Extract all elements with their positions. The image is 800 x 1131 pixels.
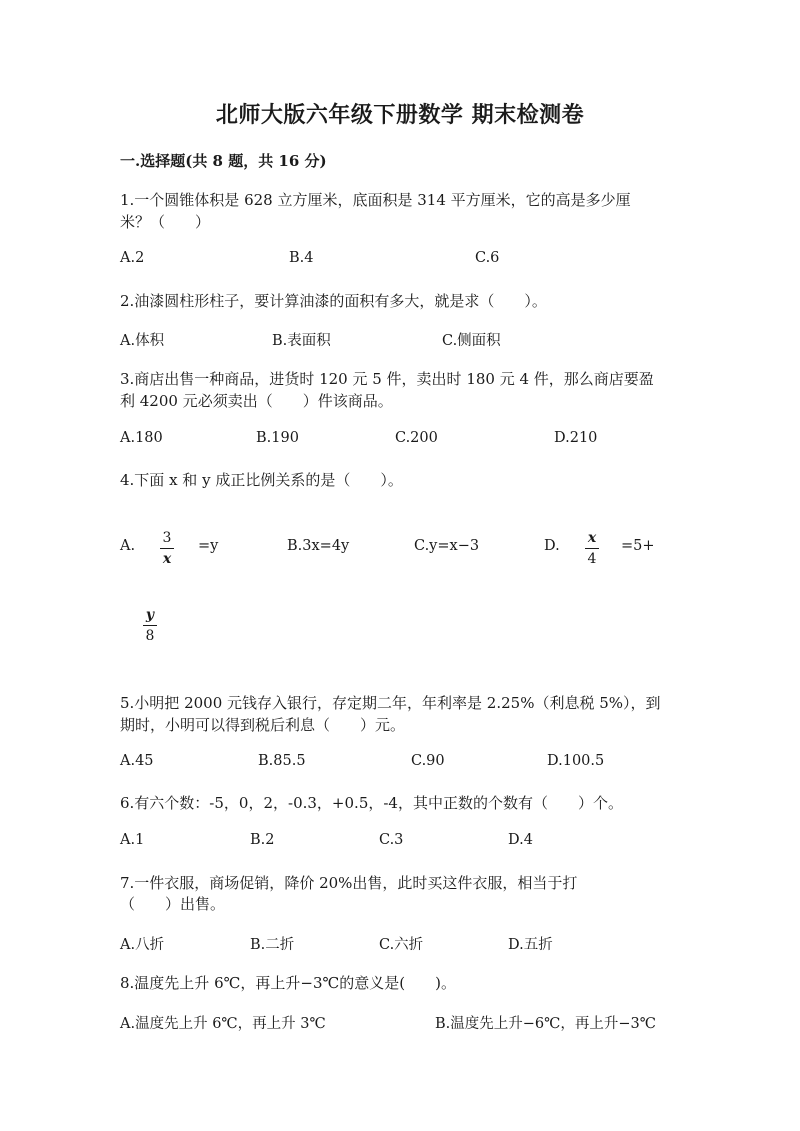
- fraction-bar: [143, 625, 157, 626]
- question-4-line1: 4.下面 x 和 y 成正比例关系的是（ ）。: [120, 471, 403, 489]
- question-5-line1: 5.小明把 2000 元钱存入银行，存定期二年，年利率是 2.25%（利息税 5%），到: [120, 694, 661, 712]
- q6-option-b: B.2: [250, 832, 275, 848]
- q6-option-c: C.3: [379, 832, 404, 848]
- q7-option-b: B.二折: [250, 937, 295, 953]
- q8-option-b: B.温度先上升−6℃，再上升−3℃: [435, 1016, 656, 1032]
- q4-option-a-suffix: =y: [198, 538, 219, 554]
- fraction-numerator: 3: [162, 530, 172, 546]
- section-heading: 一.选择题(共 8 题，共 16 分): [120, 152, 327, 170]
- q4-option-a-prefix: A.: [120, 538, 136, 554]
- page-title: 北师大版六年级下册数学 期末检测卷: [215, 102, 585, 128]
- q5-option-c: C.90: [411, 753, 445, 769]
- q4-option-d-prefix: D.: [544, 538, 560, 554]
- question-2-line1: 2.油漆圆柱形柱子，要计算油漆的面积有多大，就是求（ ）。: [120, 292, 547, 310]
- fraction-denominator: 8: [145, 628, 155, 644]
- q3-option-b: B.190: [256, 430, 299, 446]
- q2-option-c: C.侧面积: [442, 333, 501, 349]
- q7-option-d: D.五折: [508, 937, 553, 953]
- q7-option-a: A.八折: [120, 937, 165, 953]
- question-1-line2: 米？（ ）: [120, 213, 211, 231]
- q7-option-c: C.六折: [379, 937, 424, 953]
- q4-option-d-fraction-2: [143, 607, 157, 644]
- q4-option-c: C.y=x−3: [414, 538, 480, 554]
- q5-option-a: A.45: [120, 753, 154, 769]
- fraction-bar: [585, 548, 599, 549]
- q5-option-d: D.100.5: [547, 753, 605, 769]
- fraction-denominator: 4: [587, 551, 597, 567]
- question-7-line1: 7.一件衣服，商场促销，降价 20%出售，此时买这件衣服，相当于打: [120, 874, 578, 892]
- question-3-line2: 利 4200 元必须卖出（ ）件该商品。: [120, 392, 393, 410]
- q1-option-a: A.2: [120, 250, 145, 266]
- q5-option-b: B.85.5: [258, 753, 306, 769]
- q2-option-b: B.表面积: [272, 333, 331, 349]
- fraction-bar: [160, 548, 174, 549]
- fraction-numerator: y: [145, 607, 155, 623]
- q4-option-b: B.3x=4y: [287, 538, 350, 554]
- q1-option-b: B.4: [289, 250, 314, 266]
- q8-option-a: A.温度先上升 6℃，再上升 3℃: [120, 1016, 326, 1032]
- q4-option-a-fraction: [160, 530, 174, 567]
- question-7-line2: （ ）出售。: [120, 895, 226, 913]
- q2-option-a: A.体积: [120, 333, 165, 349]
- question-6-line1: 6.有六个数：-5，0，2，-0.3，+0.5，-4，其中正数的个数有（ ）个。: [120, 794, 623, 812]
- question-8-line1: 8.温度先上升 6℃，再上升−3℃的意义是( )。: [120, 974, 457, 992]
- fraction-numerator: x: [587, 530, 597, 546]
- question-3-line1: 3.商店出售一种商品，进货时 120 元 5 件，卖出时 180 元 4 件，那么商店要盈: [120, 370, 654, 388]
- question-5-line2: 期时，小明可以得到税后利息（ ）元。: [120, 716, 406, 734]
- question-1-line1: 1.一个圆锥体积是 628 立方厘米，底面积是 314 平方厘米，它的高是多少厘: [120, 191, 631, 209]
- q6-option-d: D.4: [508, 832, 533, 848]
- q4-option-d-fraction: [585, 530, 599, 567]
- q3-option-d: D.210: [554, 430, 598, 446]
- fraction-denominator: x: [162, 551, 172, 567]
- q3-option-c: C.200: [395, 430, 438, 446]
- q6-option-a: A.1: [120, 832, 145, 848]
- q3-option-a: A.180: [120, 430, 163, 446]
- q4-option-d-suffix: =5+: [621, 538, 655, 554]
- q1-option-c: C.6: [475, 250, 500, 266]
